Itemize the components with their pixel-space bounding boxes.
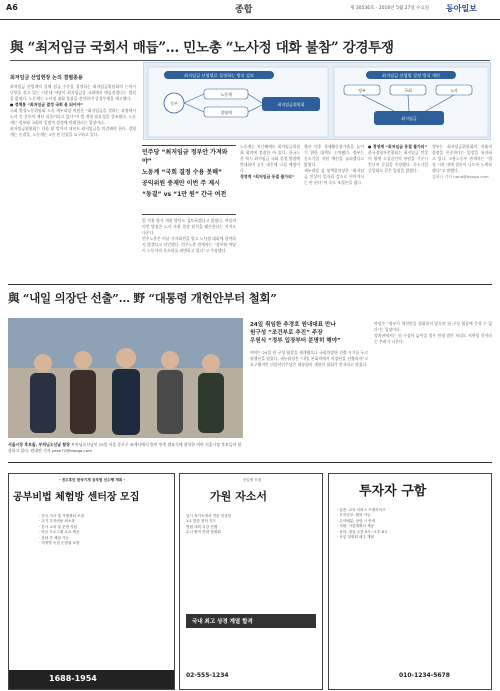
subhead: 공익위원 중재안 이번 주 제시	[142, 180, 220, 187]
ad3-line: · 지원: 사업계획서 제공	[337, 524, 375, 529]
headline-rule	[10, 60, 490, 61]
article-paragraph: 최저임금위원회는 다음 달 말까지 내년도 최저임금을 의결해야 한다. 경영계는 동결을, 노동계는 1만 원 인상을 요구하고 있다.	[10, 126, 136, 137]
ad2-line: 면접 대비 특강 진행	[186, 524, 218, 529]
ad-divider	[8, 462, 492, 463]
ad2-phone: 02-555-1234	[186, 672, 229, 679]
ad3-line: · 투자규모: 협의 가능	[337, 513, 371, 518]
article-paragraph: 국회 환경노동위원회 소속 새누리당 의원은 “최저임금을 정하는 과정에서 노사 간 갈등이 매년 되풀이되고 있다”며 법 개정 필요성을 강조했다. 노동계는 정부와 국회의 일방적 결정에 반대한다는 입장이다.	[10, 108, 136, 125]
story1-col2	[142, 218, 236, 282]
article-paragraph: 정부는 최저임금위원회의 자율적 결정을 존중한다는 입장을 유지하고 있다. 고용노동부 관계자는 “법정 시한 내에 결론이 나도록 노력하겠다”고 말했다.	[432, 144, 492, 173]
ad1-line: · 지역별 독점 운영권 보장	[39, 541, 80, 546]
ad2-line: 입시 자기소개서 전문 컨설팅	[186, 514, 232, 518]
node-label: 최저임금	[401, 116, 417, 121]
ad3-line: · 수익배분: 상담 시 안내	[337, 518, 376, 523]
story1-col6	[432, 144, 492, 282]
ad1-phone: 1688-1954	[49, 674, 97, 683]
article-paragraph: 출산 이후 경제활동참가율을 높이기 위한 대책도 논의됐다. 정부는 중소기업 지원 예산을 늘리겠다고 밝혔다.	[304, 144, 364, 167]
ad3-title: 투자자 구함	[359, 484, 427, 499]
node-label: 정부	[170, 101, 178, 106]
infographic-graphic	[144, 63, 492, 141]
page-number: A6	[6, 3, 18, 12]
kicker: 최저임금 산업현장 논의 결렬종용	[10, 75, 83, 81]
article-subhead: 경영계 “최저임금 동결 불가피”	[240, 174, 295, 179]
ad2-list	[186, 514, 318, 536]
ad2-sub-title: 국내 최고 상경 계열 합격	[192, 619, 253, 625]
subhead-box	[142, 145, 236, 215]
story1-col4	[304, 144, 364, 282]
advertisement-2	[179, 473, 323, 690]
ad2-top: 신입생 모집	[242, 478, 262, 482]
node-label: 국회	[404, 88, 412, 93]
subhead: “동결” vs “1만 원” 간극 여전	[142, 191, 227, 198]
ad3-list	[337, 508, 487, 540]
photo-caption	[8, 442, 243, 453]
byline: 김하나 기자 hana@donga.com	[432, 174, 489, 179]
ad1-line: · 전국 지사 및 가맹센터 모집	[39, 514, 85, 518]
node-label: 최저임금위원회	[277, 102, 305, 107]
ad2-title: 가원 자소서	[210, 490, 267, 503]
newspaper-name: 동아일보	[446, 4, 477, 13]
ad2-line: 1:1 맞춤 첨삭 지도	[186, 519, 217, 524]
infographic	[143, 62, 491, 140]
article-paragraph: 최저임금 산업계의 올해 임금 수준을 결정하는 최저임금위원회의 논의가 난항을 겪고 있는 가운데 여당이 최저임금을 국회에서 매듭짓겠다는 방침을 밝혔다. 노동계는 노사정 대화 불참을 선언하며 강경투쟁을 예고했다.	[10, 84, 136, 101]
ad3-line: · 업종: 교육 서비스 프랜차이즈	[337, 508, 386, 512]
article-paragraph: 새누리당 김 정책위의장은 “최저임금 인상이 일자리 감소로 이어져서는 안 된다”며 속도 조절론을 폈다.	[304, 168, 364, 185]
subhead: 민주당 “최저임금 정부안 가져와야”	[142, 149, 228, 165]
article-paragraph: 여야는 24일 원 구성 협상을 재개했으나 국회의장단 선출 시기를 두고 평행선을 달렸다. 새누리당은 “내일 본회의에서 의장단을 선출하자”고 요구했지만 더불어민주당은 대통령의 개헌안 철회가 먼저라고 맞섰다.	[250, 350, 368, 367]
story2-col1	[250, 350, 368, 458]
main-headline: 與 “최저임금 국회서 매듭”… 민노총 “노사정 대화 불참” 강경투쟁	[10, 40, 394, 56]
ad3-phone: 010-1234-5678	[399, 672, 450, 679]
photo-caption-text: 부처님오신날인 15일 서울 종로구 조계사에서 열린 봉축 법요식에 참석한 여야 서울시장 후보들이 합장하고 있다. 원대연 기자 yeon72@donga.com	[8, 442, 242, 453]
ad3-line: · 문의: 평일 오전 9시~오후 6시	[337, 529, 388, 534]
node-label: 경영계	[220, 110, 232, 115]
article-paragraph: 노동계는 지난해에도 최저임금위원회 회의에 불참한 바 있다. 한국노총 역시 최저임금 국회 결정 방침에 반대하며 공동 대응에 나설 예정이다.	[240, 144, 300, 173]
story2-deck	[250, 321, 370, 345]
photo-people-graphic	[8, 318, 243, 438]
infographic-title: 최저임금 산업별로 결정하는 방식 검토	[183, 73, 255, 78]
news-photo	[8, 318, 243, 438]
section-label: 종합	[235, 5, 253, 15]
ad2-line: 수시 합격 전략 설명회	[186, 530, 221, 535]
article-paragraph: 야당은 “정부가 개헌안을 철회하지 않으면 원 구성 협상에 응할 수 없다”는 입장이다.	[374, 321, 492, 332]
story1-col3	[240, 144, 300, 282]
deck-line: 원구성 “조건부로 추진” 주장	[250, 330, 323, 336]
ad2-banner	[186, 614, 316, 628]
issue-info: 제 30536호 · 2016년 5월 27일 수요일	[350, 6, 430, 11]
node-label: 노사	[450, 88, 458, 93]
deck-line: 우원식 “정부 입장부터 분명히 해야”	[250, 338, 341, 344]
article-paragraph: 업 적용 방식 개편 방안도 검토하겠다고 밝혔다. 여당의 이번 방침은 노사 자율 결정 원칙을 훼손한다는 지적도 나온다.	[142, 218, 236, 235]
article-paragraph: 한국경영자총협회는 최저임금 인상이 영세 소상공인의 부담을 가중시킨다며 동결을 주장했다. 중소기업중앙회도 같은 입장을 밝혔다.	[368, 150, 428, 173]
article-paragraph: 민주노총은 이날 기자회견을 열고 노사정 대화에 참여하지 않겠다고 선언했다. 민주노총 관계자는 “정부와 여당이 노동자의 목소리를 외면하고 있다”고 주장했다.	[142, 236, 236, 253]
article-subhead: ● 경영계 “최저임금 동결 불가피”	[368, 144, 428, 149]
second-headline: 與 “내일 의장단 선출”… 野 “대통령 개헌안부터 철회”	[8, 291, 277, 305]
ad1-phone-bar	[9, 670, 174, 689]
advertisement-1	[8, 473, 175, 690]
node-label: 노동계	[220, 92, 232, 97]
article-subhead: ● 정책통 “최저임금 결정 국회 몫 되어야”	[10, 102, 84, 107]
ad1-list	[39, 514, 171, 546]
ad1-top: - 전우후민 한국기계 공부법 선수행 개최 -	[58, 478, 126, 482]
ad1-line: · 학습 프로그램 무료 제공	[39, 530, 80, 535]
advertisement-3	[328, 473, 492, 690]
ad1-title: 공부비법 체험방 센터장 모집	[13, 492, 140, 503]
photo-caption-title: 서울시장 후보들, 부처님오신날 합장	[8, 442, 70, 447]
section-rule	[8, 284, 492, 285]
ad1-line: · 상담 후 체험 가능	[39, 535, 70, 540]
article-paragraph: 정치권에서는 원 구성이 늦어질 경우 민생 법안 처리도 지연될 것이라는 우려가 나온다.	[374, 333, 492, 344]
ad1-line: · 본사 교육 및 운영 지원	[39, 524, 78, 529]
subhead: 노동계 “국회 결정 수용 못해”	[142, 169, 222, 176]
deck-line: 24일 취임한 추경호 원내대표 만나	[250, 322, 336, 328]
story1-col1	[10, 74, 136, 282]
infographic-right-title: 최저임금 산업별 결정 방식 개편	[382, 73, 440, 78]
story1-col5	[368, 144, 428, 282]
node-label: 정부	[358, 88, 366, 93]
ad3-line: · 사업 설명회 매주 개최	[337, 535, 374, 540]
story2-col2	[374, 321, 492, 458]
ad1-line: · 초기 투자비용 최소화	[39, 519, 75, 524]
